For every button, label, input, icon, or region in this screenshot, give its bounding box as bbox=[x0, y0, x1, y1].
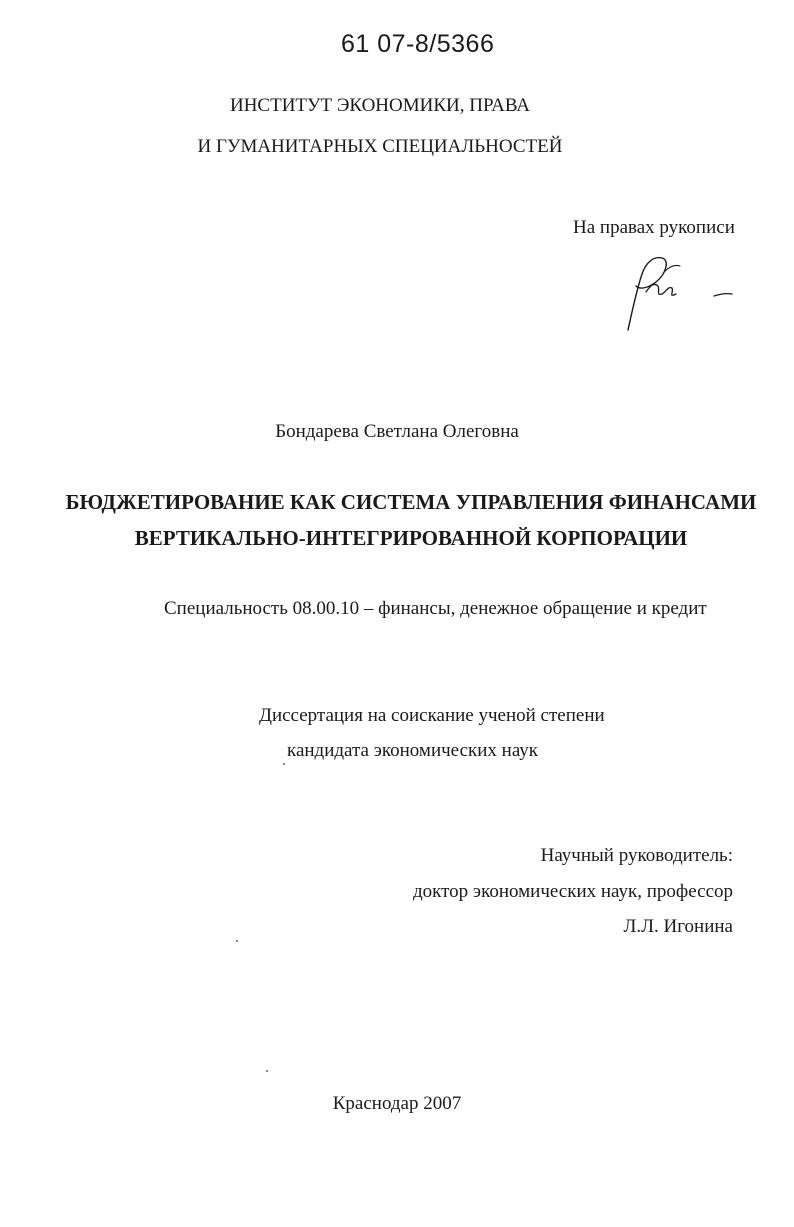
advisor-name: Л.Л. Игонина bbox=[623, 916, 733, 937]
dissertation-title-line2: ВЕРТИКАЛЬНО-ИНТЕГРИРОВАННОЙ КОРПОРАЦИИ bbox=[134, 526, 688, 550]
scan-speck bbox=[236, 940, 238, 942]
handwritten-signature bbox=[618, 252, 734, 332]
specialty-code: Специальность 08.00.10 – финансы, денежное обращение и кредит bbox=[164, 598, 707, 619]
institute-name-line2: И ГУМАНИТАРНЫХ СПЕЦИАЛЬНОСТЕЙ bbox=[197, 136, 563, 157]
dissertation-title-line1: БЮДЖЕТИРОВАНИЕ КАК СИСТЕМА УПРАВЛЕНИЯ ФИНАНСАМИ bbox=[65, 490, 757, 514]
manuscript-note: На правах рукописи bbox=[573, 217, 735, 238]
advisor-role: Научный руководитель: bbox=[540, 845, 733, 866]
city-year: Краснодар 2007 bbox=[332, 1093, 462, 1114]
institute-name-line1: ИНСТИТУТ ЭКОНОМИКИ, ПРАВА bbox=[229, 95, 531, 116]
author-name: Бондарева Светлана Олеговна bbox=[275, 421, 519, 442]
advisor-degree: доктор экономических наук, профессор bbox=[412, 881, 733, 902]
degree-statement-line1: Диссертация на соискание ученой степени bbox=[259, 705, 605, 726]
degree-statement-line2: кандидата экономических наук bbox=[287, 740, 539, 761]
scan-speck bbox=[266, 1070, 268, 1072]
scan-speck bbox=[283, 763, 285, 765]
archive-code: 61 07-8/5366 bbox=[341, 30, 495, 58]
